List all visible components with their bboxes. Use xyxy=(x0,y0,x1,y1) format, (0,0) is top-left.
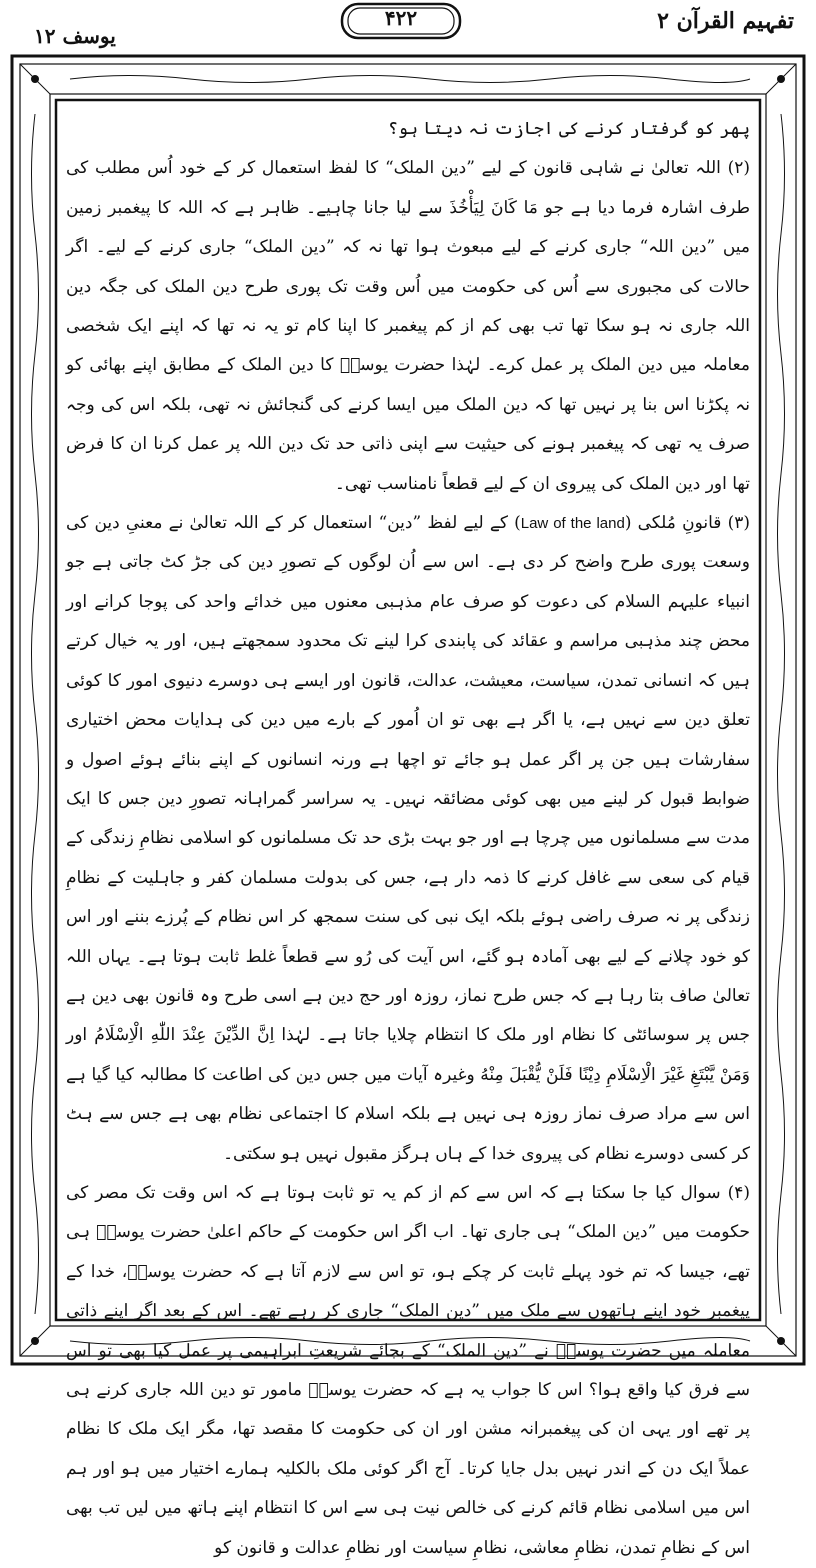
book-title: تفہیم القرآن ۲ xyxy=(657,8,794,34)
page-body xyxy=(66,110,750,1558)
footnote-2: (۲) اللہ تعالیٰ نے شاہی قانون کے لیے ”دین الملک“ کا لفظ استعمال کر کے خود اُس مطلب کی طرف اشارہ فرما دیا ہے جو مَا كَانَ لِيَأْخُذَ سے لیا جانا چاہیے۔ ظاہر ہے کہ اللہ کا پیغمبر زمین میں ”دین اللہ“ جاری کرنے کے لیے مبعوث ہوا تھا نہ کہ ”دین الملک“ جاری کرنے کے لیے۔ اگر حالات کی مجبوری سے اُس کی حکومت میں اُس وقت تک پوری طرح دین الملک کی جگہ دین اللہ جاری نہ ہو سکا تھا تب بھی کم از کم پیغمبر کا اپنا کام تو یہ نہ تھا کہ اپنے ایک شخصی معاملہ میں دین الملک پر عمل کرے۔ لہٰذا حضرت یوسفؑ کا دین الملک کے مطابق اپنے بھائی کو نہ پکڑنا اس بنا پر نہیں تھا کہ دین الملک میں ایسا کرنے کی گنجائش نہ تھی، بلکہ اس کی وجہ صرف یہ تھی کہ پیغمبر ہونے کی حیثیت سے اپنی ذاتی حد تک دین اللہ پر عمل کرنا ان کا فرض تھا اور دین الملک کی پیروی ان کے لیے قطعاً نامناسب تھی۔ xyxy=(66,158,750,494)
paragraph-intro: پھر کو گرفتار کرنے کی اجازت نہ دیتا ہو؟ xyxy=(388,119,750,139)
latin-term: Law of the land xyxy=(520,515,625,533)
footnote-3-start: (۳) قانونِ مُلکی ( xyxy=(624,513,750,534)
footnote-3-rest: ) کے لیے لفظ ”دین“ استعمال کر کے اللہ تعالیٰ نے معنیِ دین کی وسعت پوری طرح واضح کر دی ہے۔ اس سے اُن لوگوں کے تصورِ دین کی جڑ کٹ جاتی ہے جو انبیاء علیہم السلام کی دعوت کو صرف عام مذہبی معنوں میں خدائے واحد کی پوجا کرانے اور محض چند مذہبی مراسم و عقائد کی پابندی کرا لینے تک محدود سمجھتے ہیں، اور یہ خیال کرتے ہیں کہ انسانی تمدن، سیاست، معیشت، عدالت، قانون اور ایسے ہی دوسرے دنیوی امور کا کوئی تعلق دین سے نہیں ہے، یا اگر ہے بھی تو ان اُمور کے بارے میں دین کی ہدایات محض اختیاری سفارشات ہیں جن پر اگر عمل ہو جائے تو اچھا ہے ورنہ انسانوں کے اپنے بنائے ہوئے اصول و ضوابط قبول کر لینے میں بھی کوئی مضائقہ نہیں۔ یہ سراسر گمراہانہ تصورِ دین جس کا ایک مدت سے مسلمانوں میں چرچا ہے اور جو بہت بڑی حد تک مسلمانوں کو اسلامی نظامِ زندگی کے قیام کی سعی سے غافل کرنے کا ذمہ دار ہے، جس کی بدولت مسلمان کفر و جاہلیت کے نظامِ زندگی پر نہ صرف راضی ہوئے بلکہ ایک نبی کی سنت سمجھ کر اس نظام کے پُرزے بننے اور اس کو خود چلانے کے لیے بھی آمادہ ہو گئے، اس آیت کی رُو سے قطعاً غلط ثابت ہوتا ہے۔ یہاں اللہ تعالیٰ صاف بتا رہا ہے کہ جس طرح نماز، روزہ اور حج دین ہے اسی طرح وہ قانون بھی دین ہے جس پر سوسائٹی کا نظام اور ملک کا انتظام چلایا جاتا ہے۔ لہٰذا اِنَّ الدِّيْنَ عِنْدَ اللّٰهِ الْاِسْلَامُ اور وَمَنْ يَّبْتَغِ غَيْرَ الْاِسْلَامِ دِيْنًا فَلَنْ يُّقْبَلَ مِنْهُ وغیرہ آیات میں جس دین کی اطاعت کا مطالبہ کیا گیا ہے اس سے مراد صرف نماز روزہ ہی نہیں ہے بلکہ اسلام کا اجتماعی نظام بھی ہے جس سے ہٹ کر کسی دوسرے نظام کی پیروی خدا کے ہاں ہرگز مقبول نہیں ہو سکتی۔ xyxy=(66,513,750,1164)
footnote-4: (۴) سوال کیا جا سکتا ہے کہ اس سے کم از کم یہ تو ثابت ہوتا ہے کہ اس وقت تک مصر کی حکومت میں ”دین الملک“ ہی جاری تھا۔ اب اگر اس حکومت کے حاکم اعلیٰ حضرت یوسفؑ ہی تھے، جیسا کہ تم خود پہلے ثابت کر چکے ہو، تو اس سے لازم آتا ہے کہ حضرت یوسفؑ، خدا کے پیغمبر خود اپنے ہاتھوں سے ملک میں ”دین الملک“ جاری کر رہے تھے۔ اس کے بعد اگر اپنے ذاتی معاملہ میں حضرت یوسفؑ نے ”دین الملک“ کے بجائے شریعتِ ابراہیمی پر عمل کیا بھی تو اس سے فرق کیا واقع ہوا؟ اس کا جواب یہ ہے کہ حضرت یوسفؑ مامور تو دین اللہ جاری کرنے ہی پر تھے اور یہی ان کی پیغمبرانہ مشن اور ان کی حکومت کا مقصد تھا، مگر ایک ملک کا نظام عملاً ایک دن کے اندر نہیں بدل جایا کرتا۔ آج اگر کوئی ملک بالکلیہ ہمارے اختیار میں ہو اور ہم اس میں اسلامی نظام قائم کرنے کی خالص نیت ہی سے اس کا انتظام اپنے ہاتھ میں لیں تب بھی اس کے نظامِ تمدن، نظامِ معاشی، نظامِ سیاست اور نظامِ عدالت و قانون کو xyxy=(66,1182,750,1558)
page-number-cartouche xyxy=(340,2,462,38)
page-header xyxy=(0,0,816,52)
page-number: ۴۲۲ xyxy=(384,6,418,30)
surah-reference: یوسف ۱۲ xyxy=(34,24,116,48)
footnote-3 xyxy=(66,504,750,1174)
